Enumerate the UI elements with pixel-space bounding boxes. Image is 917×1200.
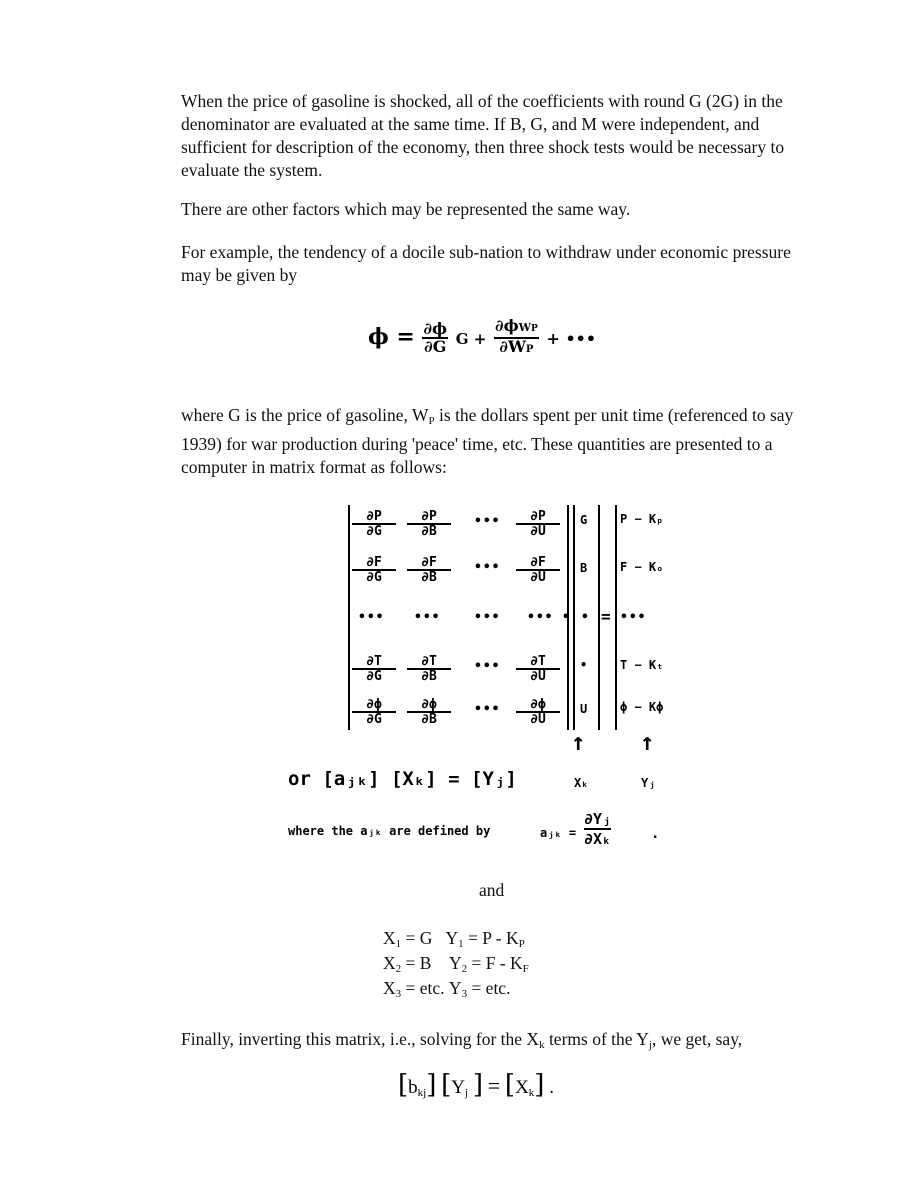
matrix-dot: •: [562, 610, 571, 625]
matrix-cell: ∂F ∂G: [352, 556, 396, 584]
matrix-hdots: •••: [474, 514, 501, 529]
matrix-cell: ∂ϕ ∂U: [516, 698, 560, 726]
matrix-hdots: •••: [358, 610, 385, 625]
equation-phi-term1-var: G +: [455, 330, 487, 348]
matrix-hdots: •••: [474, 560, 501, 575]
and-text: and: [479, 880, 505, 900]
assignment-line: $X_2 = B$ $Y_2 = F - K_F$: [383, 953, 529, 975]
vector-x-entry: •: [580, 658, 588, 672]
equation-phi-term2-num: ∂ϕWP: [494, 318, 539, 339]
equation-phi-term2-den: ∂WP: [499, 337, 534, 356]
vector-y-entry: ϕ − Kϕ: [620, 700, 664, 714]
paragraph-inverting: Finally, inverting this matrix, i.e., solving for the $X_k$ terms of the $Y_j$, we get, say,: [181, 1029, 743, 1051]
vector-x-dot: •: [581, 610, 590, 625]
equation-phi: [368, 318, 596, 358]
matrix-left-bar: [348, 505, 350, 730]
matrix-hdots: •••: [474, 610, 501, 625]
matrix-cell: ∂T ∂U: [516, 655, 560, 683]
where-defined-text: where the aⱼₖ are defined by: [288, 824, 491, 838]
matrix-hdots: •••: [474, 702, 501, 717]
equation-phi-term1-den: ∂G: [424, 337, 447, 356]
equation-phi-term1-num: ∂ϕ: [423, 319, 448, 338]
paragraph-example: For example, the tendency of a docile sub-nation to withdraw under economic pressure may be given by: [181, 242, 791, 285]
definition-period: .: [651, 826, 660, 842]
matrix-cell: ∂P ∂B: [407, 510, 451, 538]
paragraph-intro: When the price of gasoline is shocked, all of the coefficients with round G (2G) in the denominator are evaluated at the same time. If B, G, and M were independent, and sufficient for description of the economy, then three shock tests would be necessary to evaluate the system.: [181, 91, 785, 180]
vector-x-right-bar: [598, 505, 600, 730]
assignment-line: $X_3$ = etc. $Y_3$ = etc.: [383, 978, 511, 1000]
equation-phi-tail: + •••: [546, 329, 597, 348]
matrix-equals: =: [601, 607, 611, 626]
arrow-up-icon: ↑: [640, 728, 655, 756]
matrix-hdots: •••: [527, 610, 554, 625]
matrix-cell: ∂P ∂G: [352, 510, 396, 538]
matrix-hdots: •••: [414, 610, 441, 625]
matrix-hdots: •••: [474, 659, 501, 674]
arrow-up-icon: ↑: [571, 728, 586, 756]
vector-y-left-bar: [615, 505, 617, 730]
matrix-cell: ∂P ∂U: [516, 510, 560, 538]
matrix-cell: ∂ϕ ∂G: [352, 698, 396, 726]
definition-lhs: aⱼₖ =: [540, 826, 577, 840]
matrix-cell: ∂T ∂B: [407, 655, 451, 683]
matrix-equation: or [aⱼₖ] [Xₖ] = [Yⱼ]: [288, 768, 517, 790]
matrix-cell: ∂T ∂G: [352, 655, 396, 683]
definition-fraction: ∂Yⱼ ∂Xₖ: [584, 810, 612, 848]
vector-y-dots: •••: [620, 610, 647, 625]
equation-phi-lhs: ϕ =: [368, 324, 415, 350]
final-equation: $[b_{kj}]$ [$Y_j$ ] = $[X_k]$ .: [398, 1070, 554, 1100]
paragraph-other-factors: There are other factors which may be represented the same way.: [181, 199, 631, 219]
vector-y-entry: F − Kₒ: [620, 560, 664, 574]
vector-x-label: Xₖ: [574, 776, 589, 790]
paragraph-where-g: where G is the price of gasoline, $W_P$ is the dollars spent per unit time (referenced to say 1939) for war production during 'peace' time, etc. These quantities are presented to a computer in matrix format as follows:: [181, 405, 794, 477]
vector-y-entry: T − Kₜ: [620, 658, 664, 672]
vector-x-left-bar: [573, 505, 575, 730]
vector-y-entry: P − Kₚ: [620, 512, 664, 526]
matrix-cell: ∂F ∂U: [516, 556, 560, 584]
vector-x-entry: G: [580, 513, 588, 527]
matrix-cell: ∂ϕ ∂B: [407, 698, 451, 726]
assignment-line: $X_1 = G$ $Y_1 = P - K_P$: [383, 928, 525, 950]
vector-x-entry: B: [580, 561, 588, 575]
matrix-cell: ∂F ∂B: [407, 556, 451, 584]
vector-y-label: Yⱼ: [641, 776, 656, 790]
vector-x-entry: U: [580, 702, 588, 716]
